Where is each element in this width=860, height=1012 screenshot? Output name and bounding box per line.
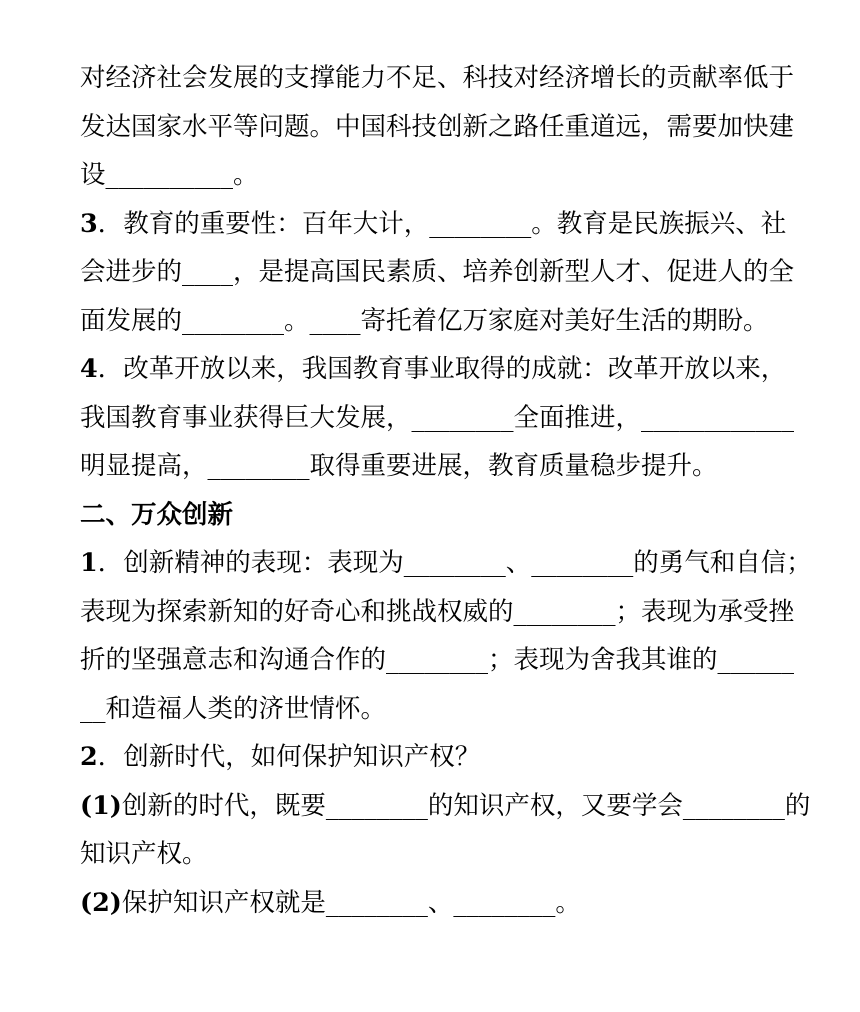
text-line: 会进步的____，是提高国民素质、培养创新型人才、促进人的全 [80, 257, 795, 287]
text-line: 设__________。 [80, 160, 259, 190]
item-text: 保护知识产权就是________、________。 [121, 887, 581, 918]
text-line: 我国教育事业获得巨大发展，________全面推进，____________ [80, 402, 795, 433]
text-line: 折的坚强意志和沟通合作的________；表现为舍我其谁的______ [80, 645, 795, 675]
text-line: 对经济社会发展的支撑能力不足、科技对经济增长的贡献率低于 [80, 63, 795, 93]
item-text: ．教育的重要性：百年大计，________。教育是民族振兴、社 [97, 208, 787, 239]
numbered-item [80, 733, 790, 782]
text-line: 发达国家水平等问题。中国科技创新之路任重道远，需要加快建 [80, 111, 795, 142]
item-number: (2) [80, 887, 122, 918]
item-text: 创新的时代，既要________的知识产权，又要学会________的 [121, 790, 811, 821]
item-number: (1) [80, 790, 122, 821]
item-text: ．创新精神的表现：表现为________、________的勇气和自信； [97, 548, 812, 578]
text-line: __和造福人类的济世情怀。 [80, 693, 387, 724]
text-line: 知识产权。 [80, 839, 208, 869]
item-text: ．创新时代，如何保护知识产权？ [97, 742, 481, 772]
numbered-item [80, 200, 790, 249]
section-heading: 二、万众创新 [80, 499, 234, 530]
numbered-item [80, 539, 812, 588]
numbered-item [80, 782, 811, 831]
numbered-item [80, 345, 790, 394]
item-text: ．改革开放以来，我国教育事业取得的成就：改革开放以来， [97, 354, 787, 384]
document-page [80, 54, 812, 927]
item-number: 2 [80, 742, 98, 772]
item-number: 3 [80, 208, 98, 239]
item-number: 4 [80, 354, 98, 384]
numbered-item [80, 879, 790, 928]
item-number: 1 [80, 548, 98, 578]
text-line: 面发展的________。____寄托着亿万家庭对美好生活的期盼。 [80, 305, 769, 336]
text-line: 明显提高，________取得重要进展，教育质量稳步提升。 [80, 451, 718, 481]
text-line: 表现为探索新知的好奇心和挑战权威的________；表现为承受挫 [80, 596, 795, 627]
